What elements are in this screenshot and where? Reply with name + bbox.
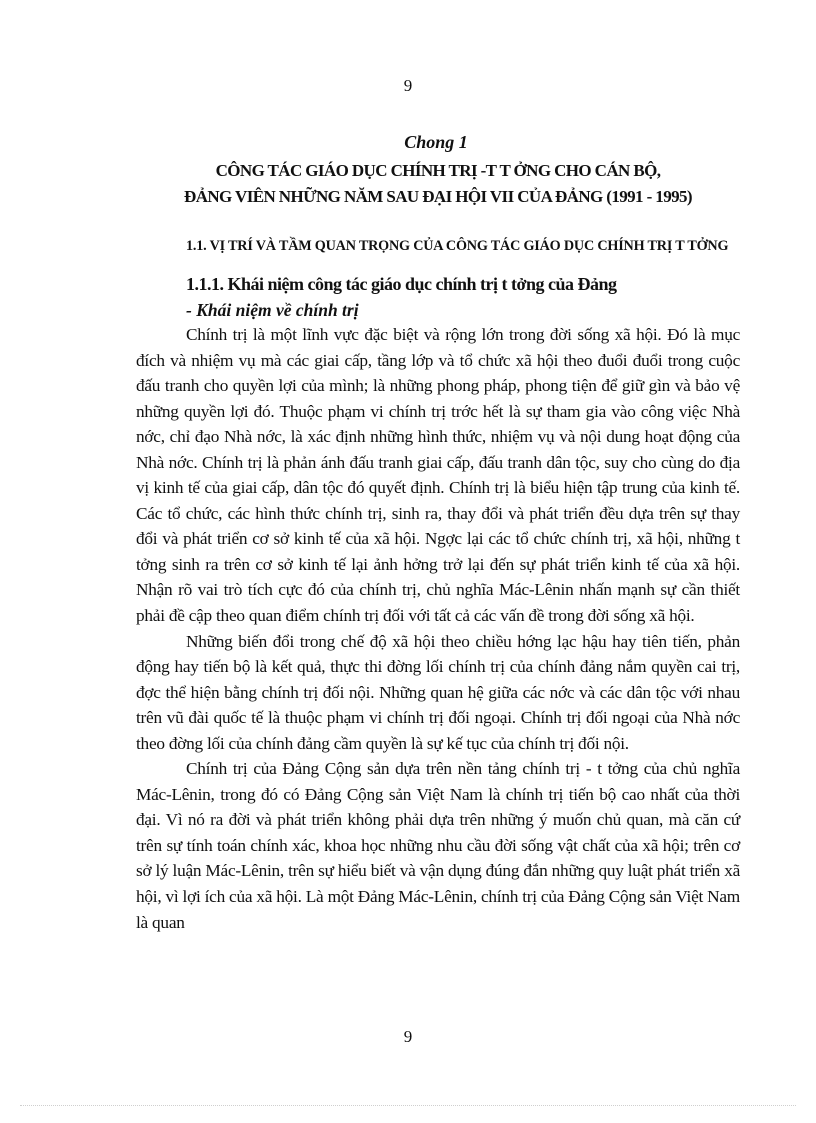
page-number-bottom: 9 — [403, 1027, 413, 1046]
paragraph: Những biến đổi trong chế độ xã hội theo chiều hớng lạc hậu hay tiên tiến, phản động hay tiến bộ là kết quả, thực thi đờng lối chính trị của chính đảng nắm quyền cai trị, đợc thể hiện bằng chính trị đối nội. Những quan hệ giữa các nớc và các dân tộc với nhau trên vũ đài quốc tế là thuộc phạm vi chính trị đối ngoại. Chính trị đối ngoại của Nhà nớc theo đờng lối của chính đảng cầm quyền là sự kế tục của chính trị đối nội. — [136, 631, 740, 753]
page-bottom-divider — [20, 1105, 796, 1106]
page-number-top: 9 — [403, 76, 413, 95]
chapter-label: Chong 1 — [404, 132, 468, 152]
section-heading: 1.1. VỊ TRÍ VÀ TẦM QUAN TRỌNG CỦA CÔNG TÁC GIÁO DỤC CHÍNH TRỊ T TỞNG — [186, 238, 729, 254]
paragraph: Chính trị của Đảng Cộng sản dựa trên nền tảng chính trị - t tởng của chủ nghĩa Mác-Lênin, trong đó có Đảng Cộng sản Việt Nam là chính trị tiến bộ cao nhất của thời đại. Vì nó ra đời và phát triển không phải dựa trên những ý muốn chủ quan, mà căn cứ trên sự tính toán chính xác, khoa học những nhu cầu đời sống vật chất của xã hội; trên cơ sở lý luận Mác-Lênin, trên sự hiểu biết và vận dụng đúng đắn những quy luật phát triển xã hội, vì lợi ích của xã hội. Là một Đảng Mác-Lênin, chính trị của Đảng Cộng sản Việt Nam là quan — [136, 759, 740, 932]
subsubsection-heading: - Khái niệm về chính trị — [186, 300, 359, 320]
paragraph: Chính trị là một lĩnh vực đặc biệt và rộng lớn trong đời sống xã hội. Đó là mục đích và nhiệm vụ mà các giai cấp, tầng lớp và tổ chức xã hội theo đuổi đuổi trong cuộc đấu tranh cho quyền lợi của mình; là những phong pháp, phong tiện để giữ gìn và bảo vệ những quyền lợi đó. Thuộc phạm vi chính trị trớc hết là sự tham gia vào công việc Nhà nớc, chỉ đạo Nhà nớc, là xác định những hình thức, nhiệm vụ và nội dung hoạt động của Nhà nớc. Chính trị là phản ánh đấu tranh giai cấp, đấu tranh dân tộc, suy cho cùng do địa vị kinh tế của giai cấp, dân tộc đó quyết định. Chính trị là biểu hiện tập trung của kinh tế. Các tổ chức, các hình thức chính trị, sinh ra, thay đổi và phát triển đều dựa trên sự thay đổi và phát triển cơ sở kinh tế của xã hội. Ngợc lại các tổ chức chính trị, xã hội, những t tởng sinh ra trên cơ sở kinh tế lại ảnh hởng trở lại đến sự phát triển kinh tế của xã hội. Nhận rõ vai trò tích cực đó của chính trị, chủ nghĩa Mác-Lênin nhấn mạnh sự cần thiết phải đề cập theo quan điểm chính trị đối với tất cả các vấn đề trong đời sống xã hội. — [136, 325, 740, 626]
subsection-heading: 1.1.1. Khái niệm công tác giáo dục chính trị t tởng của Đảng — [186, 274, 617, 294]
chapter-title-line-1: CÔNG TÁC GIÁO DỤC CHÍNH TRỊ -T T ỞNG CHO CÁN BỘ, — [215, 161, 661, 180]
body-text — [136, 322, 740, 935]
chapter-title-line-2: ĐẢNG VIÊN NHỮNG NĂM SAU ĐẠI HỘI VII CỦA ĐẢNG (1991 - 1995) — [184, 187, 692, 206]
